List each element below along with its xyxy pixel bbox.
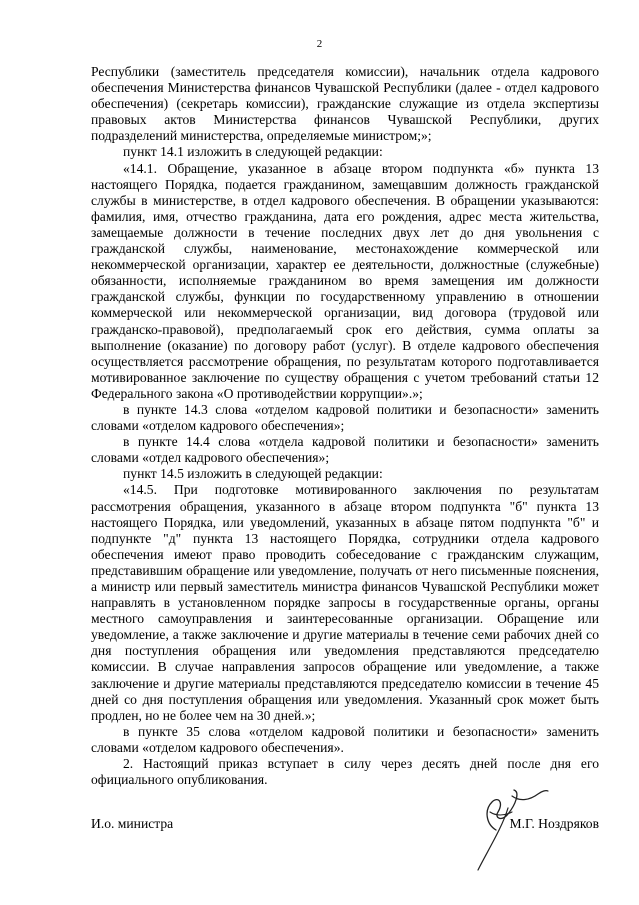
- paragraph: пункт 14.1 изложить в следующей редакции:: [123, 144, 383, 160]
- paragraph: в пункте 14.3 слова «отделом кадровой политики и безопасности» заменить словами «отделом кадрового обеспечения»;: [91, 401, 599, 434]
- paragraph: пункт 14.5 изложить в следующей редакции:: [123, 466, 383, 482]
- signatory-name: М.Г. Ноздряков: [509, 816, 599, 831]
- document-body: [91, 64, 599, 788]
- signature-block: [91, 816, 599, 836]
- signatory-title: И.о. министра: [91, 816, 174, 831]
- paragraph: 2. Настоящий приказ вступает в силу через десять дней после дня его официального опубликования.: [91, 756, 599, 788]
- paragraph: «14.1. Обращение, указанное в абзаце втором подпункта «б» пункта 13 настоящего Порядка, подается гражданином, замещавшим должность гражданской службы в министерстве, в отдел кадрового обеспечения. В обращении указываются: фамилия, имя, отчество гражданина, дата его рождения, адрес места жительства, замещаемые должности в течение последних двух лет до дня увольнения с гражданской службы, наименование, местонахождение коммерческой или некоммерческой организации, характер ее деятельности, должностные (служебные) обязанности, исполняемые гражданином во время замещения им должности гражданской службы, функции по государственному управлению в отношении коммерческой или некоммерческой организации, вид договора (трудовой или гражданско-правовой), предполагаемый срок его действия, сумма оплаты за выполнение (оказание) по договору работ (услуг). В отделе кадрового обеспечения осуществляется рассмотрение обращения, по результатам которого подготавливается мотивированное заключение по существу обращения с учетом требований статьи 12 Федерального закона «О противодействии коррупции».»;: [91, 160, 599, 401]
- paragraph: в пункте 35 слова «отделом кадровой политики и безопасности» заменить словами «отделом кадрового обеспечения».: [91, 723, 599, 755]
- paragraph: в пункте 14.4 слова «отдела кадровой политики и безопасности» заменить словами «отдел кадрового обеспечения»;: [91, 434, 599, 466]
- page-number: 2: [316, 38, 323, 50]
- paragraph: «14.5. При подготовке мотивированного заключения по результатам рассмотрения обращения, указанного в абзаце втором подпункта "б" пункта 13 настоящего Порядка, или уведомлений, указанных в абзаце пятом подпункта "б" и подпункте "д" пункта 13 настоящего Порядка, сотрудники отдела кадрового обеспечения имеют право проводить собеседование с гражданским служащим, представившим обращение или уведомление, получать от него письменные пояснения, а министр или первый заместитель министра финансов Чувашской Республики может направлять в установленном порядке запросы в государственные органы, органы местного самоуправления и заинтересованные организации. Обращение или уведомление, а также заключение и другие материалы в течение семи рабочих дней со дня поступления обращения или уведомления представляются председателю комиссии. В случае направления запросов обращение или уведомление, а также заключение и другие материалы представляются председателю комиссии в течение 45 дней со дня поступления обращения или уведомления. Указанный срок может быть продлен, но не более чем на 30 дней.»;: [91, 482, 599, 723]
- paragraph: Республики (заместитель председателя комиссии), начальник отдела кадрового обеспечения Министерства финансов Чувашской Республики (далее - отдел кадрового обеспечения) (секретарь комиссии), гражданские служащие из отдела экспертизы правовых актов Министерства финансов Чувашской Республики, других подразделений министерства, определяемые министром;»;: [91, 64, 599, 144]
